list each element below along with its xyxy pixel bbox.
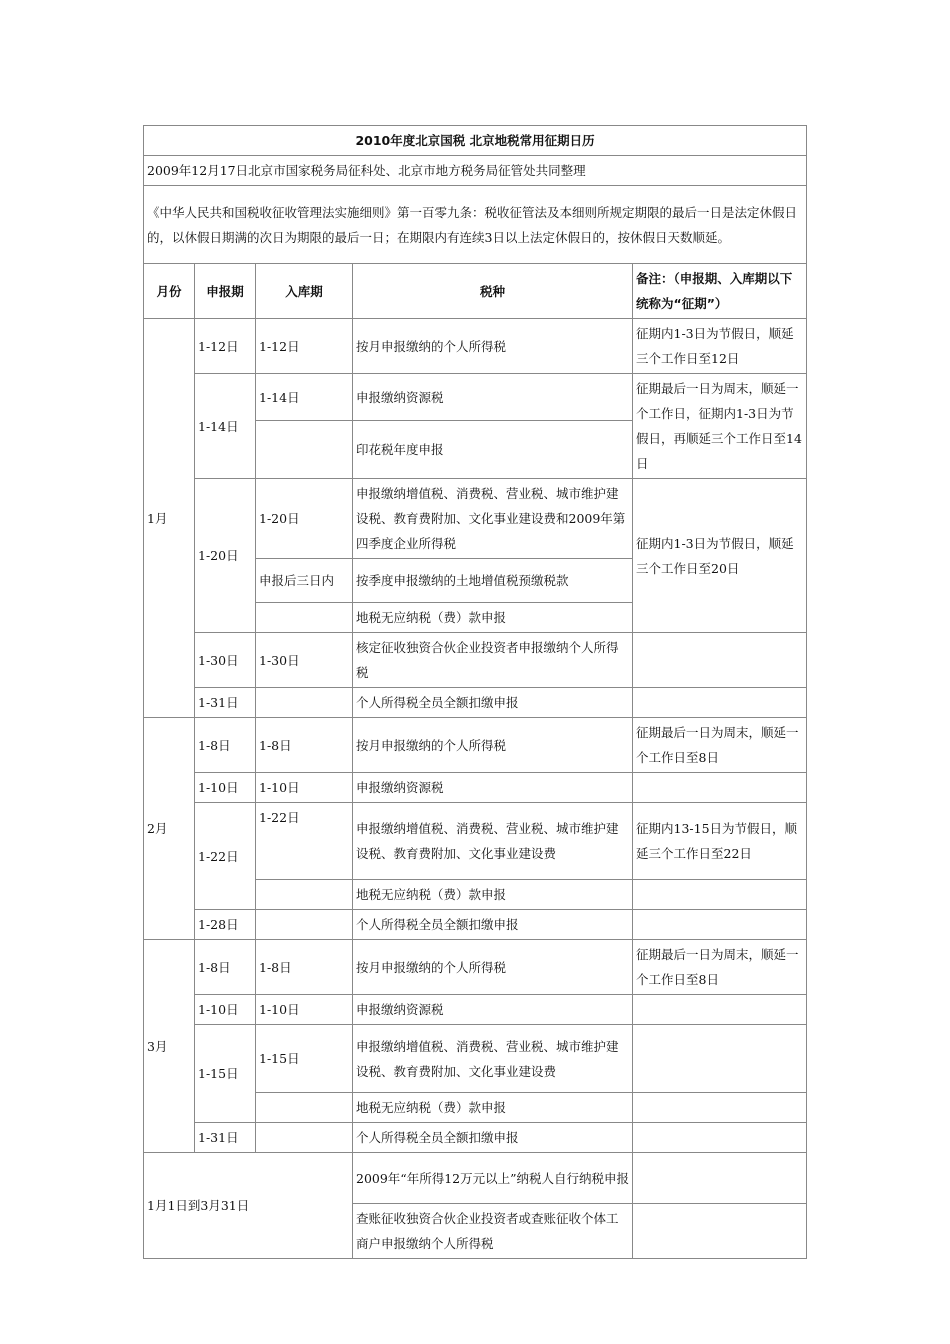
note-cell-empty	[633, 633, 807, 688]
tax-cell: 申报缴纳增值税、消费税、营业税、城市维护建设税、教育费附加、文化事业建设费和2009年第四季度企业所得税	[353, 479, 633, 559]
tax-cell: 按季度申报缴纳的土地增值税预缴税款	[353, 559, 633, 603]
deposit-cell: 1-20日	[256, 479, 353, 559]
declare-cell: 1-8日	[195, 718, 256, 773]
declare-cell: 1-10日	[195, 773, 256, 803]
month-cell-feb: 2月	[144, 718, 195, 940]
note-cell: 征期内1-3日为节假日，顺延三个工作日至12日	[633, 319, 807, 374]
tax-cell: 2009年“年所得12万元以上”纳税人自行纳税申报	[353, 1153, 633, 1204]
note-cell-empty	[633, 995, 807, 1025]
note-cell: 征期最后一日为周末，顺延一个工作日至8日	[633, 718, 807, 773]
table-intro: 《中华人民共和国税收征收管理法实施细则》第一百零九条：税收征管法及本细则所规定期限的最后一日是法定休假日的，以休假日期满的次日为期限的最后一日；在期限内有连续3日以上法定休假日的，按休假日天数顺延。	[144, 186, 807, 264]
table-row	[144, 910, 807, 940]
header-tax: 税种	[353, 264, 633, 319]
header-declare: 申报期	[195, 264, 256, 319]
tax-cell: 个人所得税全员全额扣缴申报	[353, 688, 633, 718]
table-row	[144, 374, 807, 421]
tax-cell: 个人所得税全员全额扣缴申报	[353, 910, 633, 940]
deposit-cell-empty	[256, 910, 353, 940]
deposit-cell: 1-22日	[256, 803, 353, 880]
table-row	[144, 1123, 807, 1153]
note-cell: 征期最后一日为周末，顺延一个工作日至8日	[633, 940, 807, 995]
note-cell-empty	[633, 1093, 807, 1123]
deposit-cell: 1-12日	[256, 319, 353, 374]
note-cell: 征期最后一日为周末，顺延一个工作日，征期内1-3日为节假日，再顺延三个工作日至14日	[633, 374, 807, 479]
deposit-cell: 1-10日	[256, 995, 353, 1025]
table-row	[144, 633, 807, 688]
tax-cell: 申报缴纳增值税、消费税、营业税、城市维护建设税、教育费附加、文化事业建设费	[353, 1025, 633, 1093]
tax-cell: 按月申报缴纳的个人所得税	[353, 940, 633, 995]
declare-cell: 1-20日	[195, 479, 256, 633]
table-row	[144, 718, 807, 773]
tax-cell: 申报缴纳资源税	[353, 995, 633, 1025]
note-cell-empty	[633, 1153, 807, 1204]
table-row	[144, 1025, 807, 1093]
note-cell-empty	[633, 773, 807, 803]
table-row	[144, 319, 807, 374]
tax-cell: 按月申报缴纳的个人所得税	[353, 718, 633, 773]
table-row	[144, 773, 807, 803]
tax-cell: 申报缴纳增值税、消费税、营业税、城市维护建设税、教育费附加、文化事业建设费	[353, 803, 633, 880]
table-row	[144, 995, 807, 1025]
period-cell: 1月1日到3月31日	[144, 1153, 353, 1259]
table-row	[144, 940, 807, 995]
note-cell-empty	[633, 1123, 807, 1153]
declare-cell: 1-31日	[195, 1123, 256, 1153]
deposit-cell-empty	[256, 688, 353, 718]
table-row	[144, 688, 807, 718]
deposit-cell: 1-8日	[256, 718, 353, 773]
tax-cell: 印花税年度申报	[353, 421, 633, 479]
tax-cell: 查账征收独资合伙企业投资者或查账征收个体工商户申报缴纳个人所得税	[353, 1204, 633, 1259]
declare-cell: 1-28日	[195, 910, 256, 940]
tax-cell: 按月申报缴纳的个人所得税	[353, 319, 633, 374]
note-cell-empty	[633, 880, 807, 910]
table-row	[144, 479, 807, 559]
tax-cell: 个人所得税全员全额扣缴申报	[353, 1123, 633, 1153]
deposit-cell-empty	[256, 1093, 353, 1123]
tax-cell: 地税无应纳税（费）款申报	[353, 880, 633, 910]
header-deposit: 入库期	[256, 264, 353, 319]
deposit-cell: 1-8日	[256, 940, 353, 995]
header-month: 月份	[144, 264, 195, 319]
declare-cell: 1-12日	[195, 319, 256, 374]
deposit-cell-empty	[256, 421, 353, 479]
tax-cell: 申报缴纳资源税	[353, 374, 633, 421]
declare-cell: 1-10日	[195, 995, 256, 1025]
deposit-cell-empty	[256, 880, 353, 910]
tax-cell: 地税无应纳税（费）款申报	[353, 603, 633, 633]
declare-cell: 1-22日	[195, 803, 256, 910]
deposit-cell-empty	[256, 603, 353, 633]
table-row	[144, 803, 807, 880]
deposit-cell: 1-10日	[256, 773, 353, 803]
tax-cell: 地税无应纳税（费）款申报	[353, 1093, 633, 1123]
tax-calendar-table	[143, 125, 807, 1259]
header-note: 备注：（申报期、入库期以下统称为“征期”）	[633, 264, 807, 319]
deposit-cell: 申报后三日内	[256, 559, 353, 603]
note-cell-empty	[633, 1204, 807, 1259]
table-row	[144, 1153, 807, 1204]
note-cell: 征期内1-3日为节假日，顺延三个工作日至20日	[633, 479, 807, 633]
declare-cell: 1-14日	[195, 374, 256, 479]
month-cell-jan: 1月	[144, 319, 195, 718]
note-cell-empty	[633, 688, 807, 718]
declare-cell: 1-8日	[195, 940, 256, 995]
table-title: 2010年度北京国税 北京地税常用征期日历	[144, 126, 807, 156]
declare-cell: 1-31日	[195, 688, 256, 718]
deposit-cell-empty	[256, 1123, 353, 1153]
note-cell-empty	[633, 910, 807, 940]
tax-cell: 申报缴纳资源税	[353, 773, 633, 803]
tax-cell: 核定征收独资合伙企业投资者申报缴纳个人所得税	[353, 633, 633, 688]
deposit-cell: 1-14日	[256, 374, 353, 421]
note-cell-empty	[633, 1025, 807, 1093]
month-cell-mar: 3月	[144, 940, 195, 1153]
deposit-cell: 1-15日	[256, 1025, 353, 1093]
declare-cell: 1-15日	[195, 1025, 256, 1123]
table-subtitle: 2009年12月17日北京市国家税务局征科处、北京市地方税务局征管处共同整理	[144, 156, 807, 186]
note-cell: 征期内13-15日为节假日，顺延三个工作日至22日	[633, 803, 807, 880]
deposit-cell: 1-30日	[256, 633, 353, 688]
declare-cell: 1-30日	[195, 633, 256, 688]
